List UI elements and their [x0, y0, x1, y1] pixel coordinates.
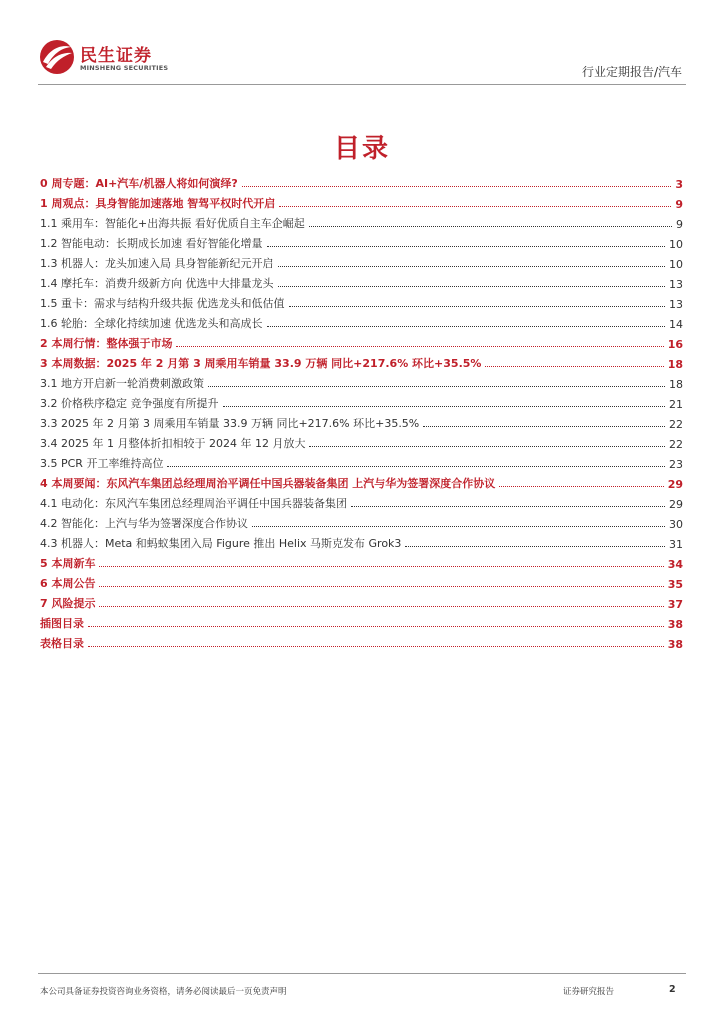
toc-entry-label: 6 本周公告: [40, 577, 96, 590]
toc-entry[interactable]: [40, 191, 683, 211]
toc-leader-dots: [252, 525, 665, 527]
toc-entry-label: 表格目录: [40, 637, 84, 650]
table-of-contents: [40, 171, 683, 651]
toc-entry-page: 38: [667, 638, 683, 651]
toc-entry[interactable]: [40, 551, 683, 571]
toc-leader-dots: [278, 285, 666, 287]
toc-entry-page: 13: [669, 278, 683, 291]
toc-entry-label: 1.4 摩托车：消费升级新方向 优选中大排量龙头: [40, 277, 274, 290]
toc-entry[interactable]: [40, 391, 683, 411]
toc-entry[interactable]: [40, 211, 683, 231]
toc-entry-label: 7 风险提示: [40, 597, 96, 610]
toc-entry[interactable]: [40, 371, 683, 391]
toc-entry-page: 10: [669, 238, 683, 251]
toc-entry[interactable]: [40, 291, 683, 311]
toc-entry-label: 1 周观点：具身智能加速落地 智驾平权时代开启: [40, 197, 276, 210]
footer-disclaimer: 本公司具备证券投资咨询业务资格，请务必阅读最后一页免责声明: [40, 987, 287, 997]
toc-entry-label: 4.3 机器人：Meta 和蚂蚁集团入局 Figure 推出 Helix 马斯克发布 Grok3: [40, 537, 402, 550]
toc-leader-dots: [499, 485, 663, 487]
toc-entry-label: 1.5 重卡：需求与结构升级共振 优选龙头和低估值: [40, 297, 285, 310]
toc-leader-dots: [267, 325, 666, 327]
toc-entry-page: 22: [669, 438, 683, 451]
toc-leader-dots: [309, 225, 672, 227]
toc-leader-dots: [176, 345, 663, 347]
toc-leader-dots: [208, 385, 665, 387]
toc-entry-page: 13: [669, 298, 683, 311]
toc-entry-label: 4.1 电动化：东风汽车集团总经理周治平调任中国兵器装备集团: [40, 497, 347, 510]
toc-entry-label: 3.5 PCR 开工率维持高位: [40, 457, 164, 470]
toc-entry[interactable]: [40, 331, 683, 351]
toc-entry-page: 29: [669, 498, 683, 511]
minsheng-logo-icon: [38, 38, 76, 76]
toc-leader-dots: [99, 585, 663, 587]
toc-entry[interactable]: [40, 591, 683, 611]
toc-entry-label: 1.3 机器人：龙头加速入局 具身智能新纪元开启: [40, 257, 274, 270]
toc-entry-page: 21: [669, 398, 683, 411]
toc-entry[interactable]: [40, 611, 683, 631]
toc-entry-label: 1.6 轮胎：全球化持续加速 优选龙头和高成长: [40, 317, 263, 330]
toc-leader-dots: [423, 425, 665, 427]
toc-entry[interactable]: [40, 171, 683, 191]
toc-entry-page: 18: [669, 378, 683, 391]
toc-leader-dots: [267, 245, 666, 247]
toc-entry-label: 插图目录: [40, 617, 84, 630]
toc-entry-page: 35: [667, 578, 683, 591]
toc-entry-page: 37: [667, 598, 683, 611]
toc-entry-label: 2 本周行情：整体强于市场: [40, 337, 173, 350]
footer-report-type: 证券研究报告: [563, 987, 615, 997]
toc-entry-page: 9: [676, 218, 683, 231]
toc-entry-page: 31: [669, 538, 683, 551]
toc-entry-page: 10: [669, 258, 683, 271]
header-divider: [38, 84, 686, 85]
toc-leader-dots: [278, 265, 666, 267]
toc-entry[interactable]: [40, 511, 683, 531]
toc-leader-dots: [485, 365, 663, 367]
toc-entry-page: 9: [675, 198, 683, 211]
toc-entry-label: 3.2 价格秩序稳定 竞争强度有所提升: [40, 397, 219, 410]
document-type: 行业定期报告/汽车: [581, 65, 682, 79]
toc-entry[interactable]: [40, 311, 683, 331]
toc-leader-dots: [99, 565, 663, 567]
toc-entry[interactable]: [40, 411, 683, 431]
toc-entry-label: 3.3 2025 年 2 月第 3 周乘用车销量 33.9 万辆 同比+217.6% 环比+35.5%: [40, 417, 420, 430]
toc-entry-page: 3: [675, 178, 683, 191]
toc-entry-label: 4.2 智能化：上汽与华为签署深度合作协议: [40, 517, 248, 530]
toc-entry[interactable]: [40, 451, 683, 471]
toc-leader-dots: [88, 625, 664, 627]
page-title: 目录: [333, 134, 390, 164]
toc-leader-dots: [242, 185, 672, 187]
toc-entry-page: 38: [667, 618, 683, 631]
toc-entry[interactable]: [40, 271, 683, 291]
toc-entry-label: 1.1 乘用车：智能化+出海共振 看好优质自主车企崛起: [40, 217, 305, 230]
toc-entry-label: 3.1 地方开启新一轮消费刺激政策: [40, 377, 204, 390]
toc-leader-dots: [309, 445, 665, 447]
logo-text-english: MINSHENG SECURITIES: [80, 64, 169, 72]
toc-leader-dots: [167, 465, 665, 467]
toc-entry-label: 3.4 2025 年 1 月整体折扣相较于 2024 年 12 月放大: [40, 437, 306, 450]
toc-entry-label: 1.2 智能电动：长期成长加速 看好智能化增量: [40, 237, 263, 250]
toc-entry-page: 22: [669, 418, 683, 431]
footer-divider: [38, 973, 686, 974]
toc-entry[interactable]: [40, 571, 683, 591]
toc-entry-label: 3 本周数据：2025 年 2 月第 3 周乘用车销量 33.9 万辆 同比+217.6% 环比+35.5%: [40, 357, 482, 370]
toc-leader-dots: [405, 545, 665, 547]
toc-entry[interactable]: [40, 531, 683, 551]
toc-entry[interactable]: [40, 631, 683, 651]
logo-text-chinese: 民生证券: [80, 46, 152, 66]
toc-leader-dots: [223, 405, 666, 407]
toc-entry-page: 18: [667, 358, 683, 371]
toc-entry-label: 5 本周新车: [40, 557, 96, 570]
toc-entry-page: 14: [669, 318, 683, 331]
toc-leader-dots: [88, 645, 664, 647]
toc-leader-dots: [289, 305, 666, 307]
toc-entry-page: 30: [669, 518, 683, 531]
toc-entry-page: 34: [667, 558, 683, 571]
toc-entry[interactable]: [40, 431, 683, 451]
toc-entry[interactable]: [40, 231, 683, 251]
toc-entry[interactable]: [40, 351, 683, 371]
toc-leader-dots: [279, 205, 671, 207]
minsheng-logo: [38, 38, 188, 78]
toc-entry[interactable]: [40, 471, 683, 491]
toc-entry-page: 16: [667, 338, 683, 351]
toc-entry[interactable]: [40, 251, 683, 271]
toc-leader-dots: [99, 605, 663, 607]
page-number: 2: [669, 984, 676, 995]
toc-entry-page: 29: [667, 478, 683, 491]
page-header: [0, 0, 724, 85]
toc-entry-label: 0 周专题：AI+汽车/机器人将如何演绎?: [40, 177, 238, 190]
toc-entry-page: 23: [669, 458, 683, 471]
toc-entry-label: 4 本周要闻：东风汽车集团总经理周治平调任中国兵器装备集团 上汽与华为签署深度合作协议: [40, 477, 496, 490]
toc-leader-dots: [351, 505, 665, 507]
toc-entry[interactable]: [40, 491, 683, 511]
